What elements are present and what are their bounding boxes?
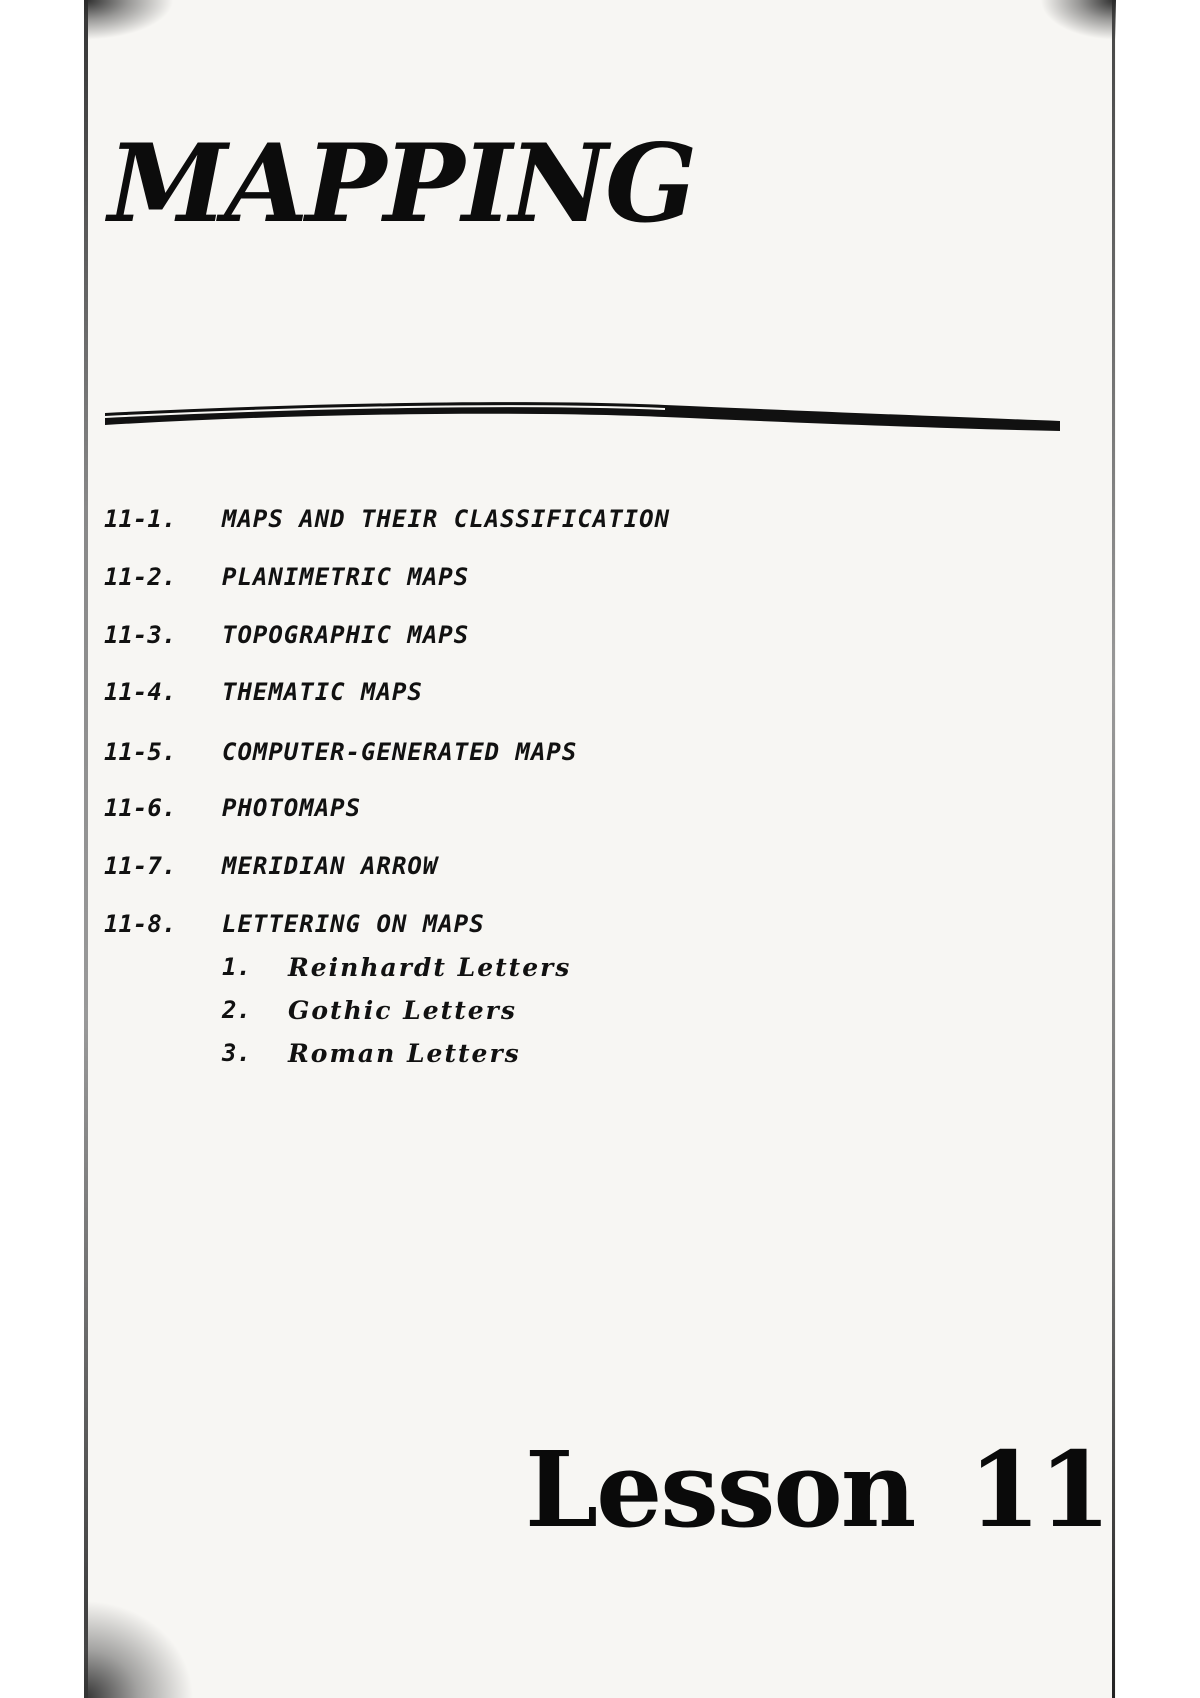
toc-item-number: 11-3.	[104, 621, 177, 649]
toc-item-number: 11-2.	[104, 563, 177, 591]
toc-item-number: 11-6.	[104, 794, 177, 822]
title-divider	[105, 395, 1060, 435]
scan-shadow-top-right	[1040, 0, 1116, 40]
toc-item-title: PLANIMETRIC MAPS	[222, 563, 470, 591]
toc-item-number: 11-7.	[104, 852, 177, 880]
toc-item-title: LETTERING ON MAPS	[222, 910, 485, 938]
lesson-word: Lesson	[525, 1428, 915, 1551]
toc-item-number: 11-5.	[104, 738, 177, 766]
toc-subitem-title: Reinhardt Letters	[288, 953, 572, 982]
toc-item-title: TOPOGRAPHIC MAPS	[222, 621, 470, 649]
toc-item-number: 11-8.	[104, 910, 177, 938]
toc-subitem-title: Roman Letters	[288, 1039, 521, 1068]
toc-item-number: 11-1.	[104, 505, 177, 533]
lesson-number: 11	[968, 1428, 1110, 1551]
lesson-label	[525, 1428, 1110, 1551]
toc-item-title: PHOTOMAPS	[222, 794, 362, 822]
toc-item-title: COMPUTER-GENERATED MAPS	[222, 738, 578, 766]
toc-subitem-number: 3.	[222, 1039, 251, 1067]
chapter-title: MAPPING	[108, 121, 695, 247]
toc-item-title: MERIDIAN ARROW	[222, 852, 439, 880]
toc-item-number: 11-4.	[104, 678, 177, 706]
page-right-edge	[1112, 0, 1115, 1698]
page-left-edge	[84, 0, 88, 1698]
scan-shadow-bottom-left	[84, 1600, 194, 1698]
toc-item-title: MAPS AND THEIR CLASSIFICATION	[222, 505, 671, 533]
toc-subitem-title: Gothic Letters	[288, 996, 517, 1025]
toc-subitem-number: 1.	[222, 953, 251, 981]
toc-item-title: THEMATIC MAPS	[222, 678, 423, 706]
toc-subitem-number: 2.	[222, 996, 251, 1024]
scan-shadow-top-left	[84, 0, 174, 40]
